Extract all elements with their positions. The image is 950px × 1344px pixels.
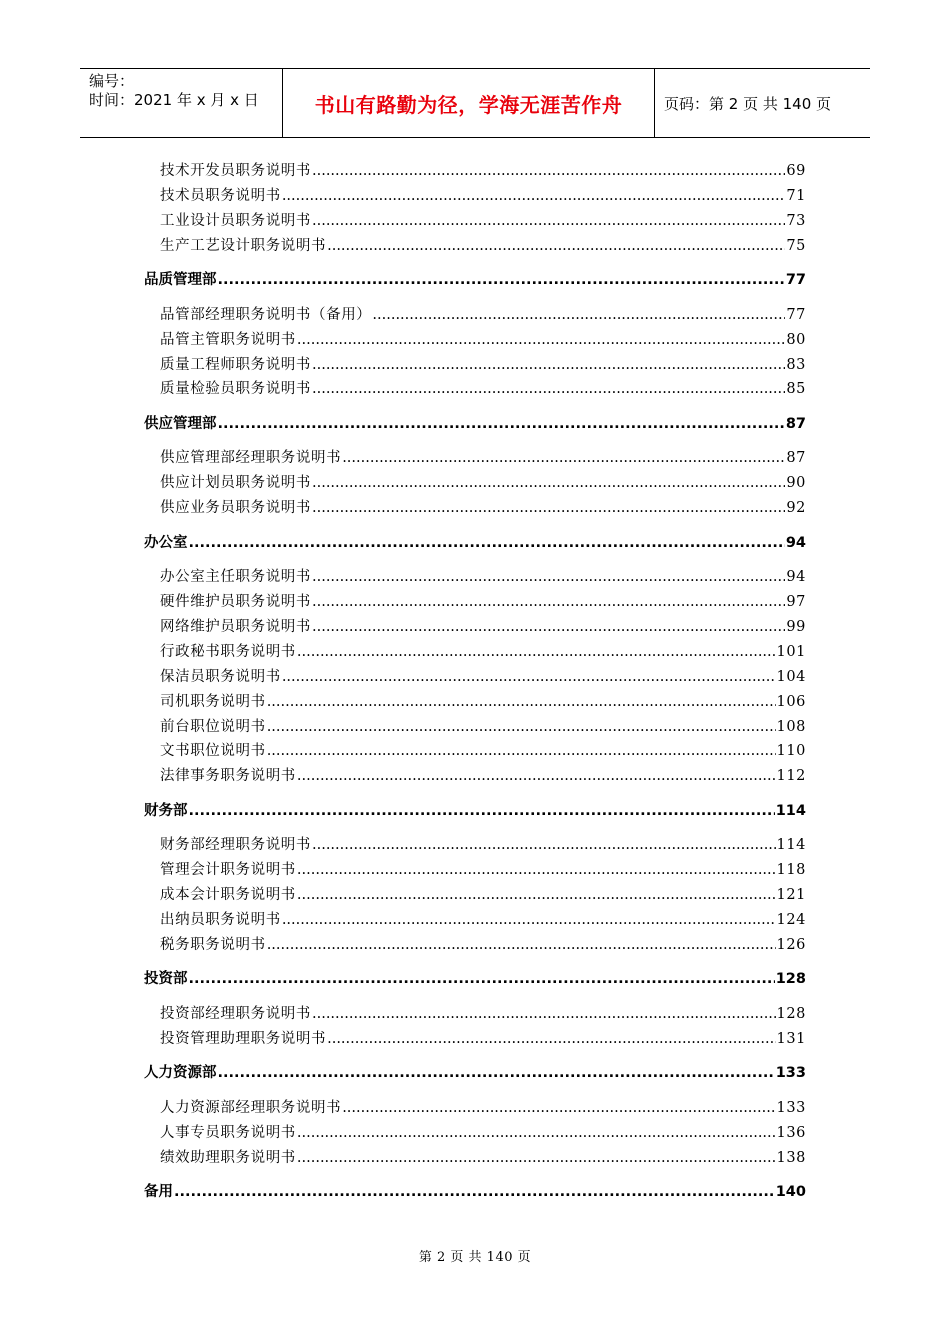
toc-dot-leader: [327, 235, 785, 257]
toc-page-number: 128: [775, 971, 806, 987]
toc-section-entry[interactable]: [144, 1181, 806, 1203]
toc-entry[interactable]: [160, 497, 806, 519]
toc-entry-title: 保洁员职务说明书: [160, 669, 281, 685]
toc-entry-title: 司机职务说明书: [160, 694, 266, 710]
toc-page-number: 85: [786, 381, 806, 397]
toc-entry[interactable]: [160, 591, 806, 613]
toc-entry-title: 供应业务员职务说明书: [160, 500, 311, 516]
toc-page-number: 140: [775, 1184, 806, 1200]
toc-entry[interactable]: [160, 716, 806, 738]
toc-entry[interactable]: [160, 354, 806, 376]
toc-dot-leader: [312, 378, 785, 400]
toc-dot-leader: [297, 884, 776, 906]
toc-dot-leader: [312, 210, 785, 232]
toc-dot-leader: [267, 716, 776, 738]
toc-entry[interactable]: [160, 1147, 806, 1169]
toc-dot-leader: [189, 532, 785, 554]
toc-page-number: 77: [785, 272, 806, 288]
toc-dot-leader: [312, 834, 776, 856]
toc-entry-title: 法律事务职务说明书: [160, 768, 296, 784]
toc-page-number: 112: [776, 768, 806, 784]
toc-entry-title: 工业设计员职务说明书: [160, 213, 311, 229]
toc-dot-leader: [312, 472, 785, 494]
toc-dot-leader: [218, 413, 785, 435]
toc-entry-title: 办公室: [144, 535, 188, 551]
page-header: [80, 68, 870, 138]
toc-entry[interactable]: [160, 1122, 806, 1144]
toc-entry-title: 投资管理助理职务说明书: [160, 1031, 327, 1047]
toc-dot-leader: [312, 566, 785, 588]
toc-entry-title: 技术开发员职务说明书: [160, 163, 311, 179]
toc-entry-title: 品管主管职务说明书: [160, 332, 296, 348]
toc-dot-leader: [282, 666, 776, 688]
toc-dot-leader: [174, 1181, 775, 1203]
toc-entry[interactable]: [160, 666, 806, 688]
toc-entry[interactable]: [160, 691, 806, 713]
toc-dot-leader: [297, 329, 785, 351]
toc-section-entry[interactable]: [144, 269, 806, 291]
toc-entry-title: 前台职位说明书: [160, 719, 266, 735]
toc-entry[interactable]: [160, 210, 806, 232]
toc-entry[interactable]: [160, 304, 806, 326]
toc-entry-title: 文书职位说明书: [160, 743, 266, 759]
toc-page-number: 75: [786, 238, 806, 254]
toc-entry-title: 财务部: [144, 803, 188, 819]
toc-entry-title: 绩效助理职务说明书: [160, 1150, 296, 1166]
toc-entry-title: 品质管理部: [144, 272, 217, 288]
toc-dot-leader: [282, 909, 776, 931]
toc-dot-leader: [312, 160, 785, 182]
toc-entry-title: 财务部经理职务说明书: [160, 837, 311, 853]
toc-section-entry[interactable]: [144, 800, 806, 822]
toc-entry[interactable]: [160, 859, 806, 881]
toc-entry[interactable]: [160, 765, 806, 787]
toc-page-number: 138: [776, 1150, 806, 1166]
toc-page-number: 126: [776, 937, 806, 953]
toc-entry[interactable]: [160, 378, 806, 400]
toc-entry[interactable]: [160, 235, 806, 257]
toc-section-entry[interactable]: [144, 1062, 806, 1084]
toc-section-entry[interactable]: [144, 968, 806, 990]
toc-entry[interactable]: [160, 616, 806, 638]
toc-entry[interactable]: [160, 834, 806, 856]
toc-dot-leader: [282, 185, 786, 207]
toc-dot-leader: [312, 354, 785, 376]
toc-entry[interactable]: [160, 1003, 806, 1025]
toc-entry-title: 品管部经理职务说明书（备用）: [160, 307, 372, 323]
toc-page-number: 87: [786, 450, 806, 466]
document-date: 时间：2021 年 x 月 x 日: [89, 91, 259, 109]
toc-page-number: 69: [786, 163, 806, 179]
toc-dot-leader: [297, 1122, 776, 1144]
toc-page-number: 124: [776, 912, 806, 928]
toc-entry-title: 出纳员职务说明书: [160, 912, 281, 928]
toc-entry[interactable]: [160, 641, 806, 663]
toc-section-entry[interactable]: [144, 532, 806, 554]
toc-page-number: 104: [776, 669, 806, 685]
toc-page-number: 108: [776, 719, 806, 735]
toc-dot-leader: [342, 447, 785, 469]
toc-dot-leader: [297, 859, 776, 881]
header-page-info: 页码：第 2 页 共 140 页: [664, 94, 832, 113]
toc-entry-title: 供应计划员职务说明书: [160, 475, 311, 491]
toc-entry-title: 投资部经理职务说明书: [160, 1006, 311, 1022]
toc-page-number: 114: [775, 803, 806, 819]
toc-dot-leader: [312, 591, 785, 613]
toc-dot-leader: [297, 641, 776, 663]
toc-page-number: 128: [776, 1006, 806, 1022]
toc-entry[interactable]: [160, 884, 806, 906]
toc-entry[interactable]: [160, 329, 806, 351]
toc-dot-leader: [297, 1147, 776, 1169]
toc-entry-title: 人力资源部: [144, 1065, 217, 1081]
toc-page-number: 87: [785, 416, 806, 432]
toc-dot-leader: [267, 691, 776, 713]
toc-entry-title: 网络维护员职务说明书: [160, 619, 311, 635]
toc-entry[interactable]: [160, 740, 806, 762]
toc-entry[interactable]: [160, 909, 806, 931]
toc-dot-leader: [218, 269, 785, 291]
toc-page-number: 136: [776, 1125, 806, 1141]
toc-page-number: 80: [786, 332, 806, 348]
header-meta: [80, 69, 282, 137]
toc-entry-title: 技术员职务说明书: [160, 188, 281, 204]
toc-entry-title: 办公室主任职务说明书: [160, 569, 311, 585]
toc-dot-leader: [342, 1097, 775, 1119]
toc-page-number: 118: [776, 862, 806, 878]
toc-page-number: 133: [776, 1100, 806, 1116]
toc-entry-title: 备用: [144, 1184, 173, 1200]
toc-dot-leader: [372, 304, 785, 326]
toc-entry-title: 硬件维护员职务说明书: [160, 594, 311, 610]
toc-entry-title: 管理会计职务说明书: [160, 862, 296, 878]
toc-entry-title: 质量工程师职务说明书: [160, 357, 311, 373]
toc-entry[interactable]: [160, 1097, 806, 1119]
toc-page-number: 77: [786, 307, 806, 323]
toc-dot-leader: [312, 497, 785, 519]
toc-entry-title: 供应管理部经理职务说明书: [160, 450, 342, 466]
toc-page-number: 92: [786, 500, 806, 516]
toc-page-number: 133: [775, 1065, 806, 1081]
toc-entry[interactable]: [160, 1028, 806, 1050]
toc-entry-title: 人力资源部经理职务说明书: [160, 1100, 342, 1116]
toc-page-number: 73: [786, 213, 806, 229]
toc-entry[interactable]: [160, 934, 806, 956]
toc-entry[interactable]: [160, 160, 806, 182]
toc-page-number: 83: [786, 357, 806, 373]
toc-page-number: 106: [776, 694, 806, 710]
toc-dot-leader: [189, 800, 775, 822]
toc-page-number: 101: [776, 644, 806, 660]
toc-page-number: 71: [786, 188, 806, 204]
toc-page-number: 114: [776, 837, 806, 853]
toc-entry-title: 行政秘书职务说明书: [160, 644, 296, 660]
toc-dot-leader: [267, 740, 776, 762]
toc-page-number: 94: [786, 569, 806, 585]
toc-dot-leader: [218, 1062, 775, 1084]
document-number-label: 编号：: [89, 72, 135, 90]
toc-section-entry[interactable]: [144, 413, 806, 435]
toc-page-number: 131: [776, 1031, 806, 1047]
toc-page-number: 121: [776, 887, 806, 903]
toc-entry-title: 成本会计职务说明书: [160, 887, 296, 903]
toc-entry[interactable]: [160, 185, 806, 207]
toc-entry-title: 供应管理部: [144, 416, 217, 432]
toc-dot-leader: [312, 1003, 776, 1025]
toc-page-number: 110: [776, 743, 806, 759]
page-footer: 第 2 页 共 140 页: [418, 1250, 532, 1265]
toc-page-number: 90: [786, 475, 806, 491]
toc-dot-leader: [267, 934, 776, 956]
toc-page-number: 99: [786, 619, 806, 635]
toc-entry-title: 生产工艺设计职务说明书: [160, 238, 327, 254]
toc-entry-title: 税务职务说明书: [160, 937, 266, 953]
toc-dot-leader: [312, 616, 785, 638]
toc-entry[interactable]: [160, 566, 806, 588]
header-motto: 书山有路勤为径，学海无涯苦作舟: [314, 92, 623, 117]
toc-page-number: 94: [785, 535, 806, 551]
toc-entry-title: 人事专员职务说明书: [160, 1125, 296, 1141]
toc-dot-leader: [327, 1028, 775, 1050]
toc-dot-leader: [189, 968, 775, 990]
toc-entry[interactable]: [160, 447, 806, 469]
toc-entry-title: 质量检验员职务说明书: [160, 381, 311, 397]
toc-dot-leader: [297, 765, 776, 787]
toc-entry[interactable]: [160, 472, 806, 494]
header-motto-cell: [282, 69, 655, 137]
toc-page-number: 97: [786, 594, 806, 610]
toc-entry-title: 投资部: [144, 971, 188, 987]
